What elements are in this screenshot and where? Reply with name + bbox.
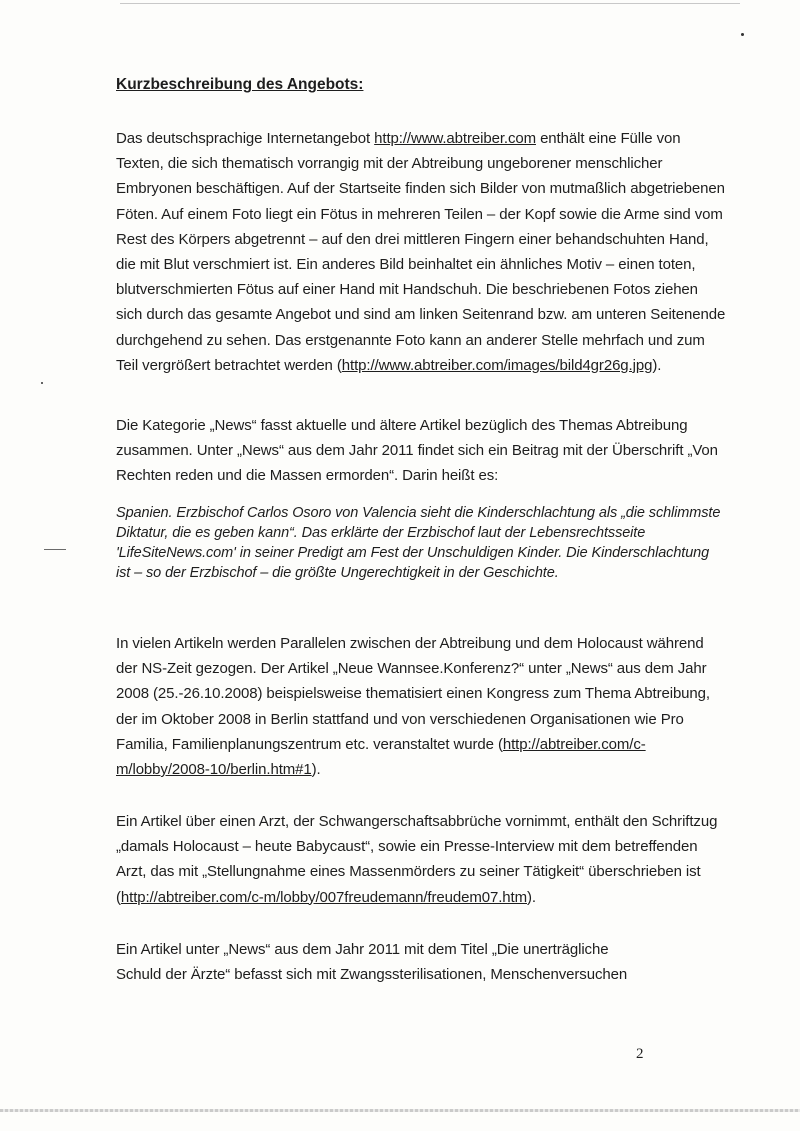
- paragraph-text: Die Kategorie „News“ fasst aktuelle und ältere Artikel bezüglich des Themas Abtreibung zusammen. Unter „News“ aus dem Jahr 2011 findet sich ein Beitrag mit der Überschrift „Von Rechten reden und die Massen ermorden“. Darin heißt es:: [116, 417, 718, 485]
- page-number: 2: [636, 1046, 644, 1062]
- paragraph-news: [116, 413, 726, 489]
- quote-block: [116, 503, 726, 583]
- freudemann-link[interactable]: http://abtreiber.com/c-m/lobby/007freudemann/freudem07.htm: [120, 888, 527, 906]
- paragraph-intro: [116, 126, 726, 378]
- paragraph-line: Schuld der Ärzte“ befasst sich mit Zwangssterilisationen, Menschenversuchen: [116, 966, 628, 984]
- margin-mark: [44, 549, 66, 550]
- scan-speck: [741, 33, 744, 36]
- paragraph-text: Das deutschsprachige Internetangebot: [116, 130, 375, 147]
- paragraph-holocaust: [116, 631, 726, 782]
- paragraph-line: Ein Artikel unter „News“ aus dem Jahr 2011 mit dem Titel „Die unerträgliche: [116, 941, 609, 958]
- scan-artifact-top: [120, 3, 740, 4]
- section-heading: Kurzbeschreibung des Angebots:: [116, 76, 364, 93]
- paragraph-text: ).: [311, 761, 321, 779]
- paragraph-text: ).: [527, 888, 536, 906]
- paragraph-sterilization: [116, 937, 726, 987]
- berlin-article-link[interactable]: http://abtreiber.com/c-m/lobby/2008-10/berlin.htm#1: [116, 735, 646, 779]
- paragraph-text: ).: [652, 356, 662, 374]
- scan-speck: [41, 382, 43, 384]
- paragraph-text: Ein Artikel über einen Arzt, der Schwangerschaftsabbrüche vornimmt, enthält den Schriftzug „damals Holocaust – heute Babycaust“, sowie ein Presse-Interview mit dem betreffenden Arzt, das mit „Stellungnahme eines Massenmörders zu seiner Tätigkeit“ überschrieben ist (: [116, 813, 718, 906]
- paragraph-text: enthält eine Fülle von Texten, die sich thematisch vorrangig mit der Abtreibung ungeborener menschlicher Embryonen beschäftigen. Auf der Startseite finden sich Bilder von mutmaßlich abgetriebenen Föten. Auf einem Foto liegt ein Fötus in mehreren Teilen – der Kopf sowie die Arme sind vom Rest des Körpers abgetrennt – auf den drei mittleren Fingern einer behandschuhten Hand, die mit Blut verschmiert ist. Ein anderes Bild beinhaltet ein ähnliches Motiv – einen toten, blutverschmierten Fötus auf einer Hand mit Handschuh. Die beschriebenen Fotos ziehen sich durch das gesamte Angebot und sind am linken Seitenrand bzw. am unteren Seitenende durchgehend zu sehen. Das erstgenannte Foto kann an anderer Stelle mehrfach und zum Teil vergrößert betrachtet werden (: [116, 130, 726, 374]
- website-link[interactable]: http://www.abtreiber.com: [374, 130, 536, 147]
- paragraph-text: In vielen Artikeln werden Parallelen zwischen der Abtreibung und dem Holocaust während der NS-Zeit gezogen. Der Artikel „Neue Wannsee.Konferenz?“ unter „News“ aus dem Jahr 2008 (25.-26.10.2008) beispielsweise thematisiert einen Kongress zum Thema Abtreibung, der im Oktober 2008 in Berlin stattfand und von verschiedenen Organisationen wie Pro Familia, Familienplanungszentrum etc. veranstaltet wurde (: [116, 635, 710, 753]
- paragraph-doctor: [116, 809, 726, 910]
- scan-artifact-bottom: [0, 1109, 800, 1112]
- quote-text: Spanien. Erzbischof Carlos Osoro von Valencia sieht die Kinderschlachtung als „die schlimmste Diktatur, die es geben kann“. Das erklärte der Erzbischof laut der Lebensrechtsseite 'LifeSiteNews.com' in seiner Predigt am Fest der Unschuldigen Kinder. Die Kinderschlachtung ist – so der Erzbischof – die größte Ungerechtigkeit in der Geschichte.: [116, 505, 721, 581]
- image-link[interactable]: http://www.abtreiber.com/images/bild4gr26g.jpg: [341, 356, 653, 374]
